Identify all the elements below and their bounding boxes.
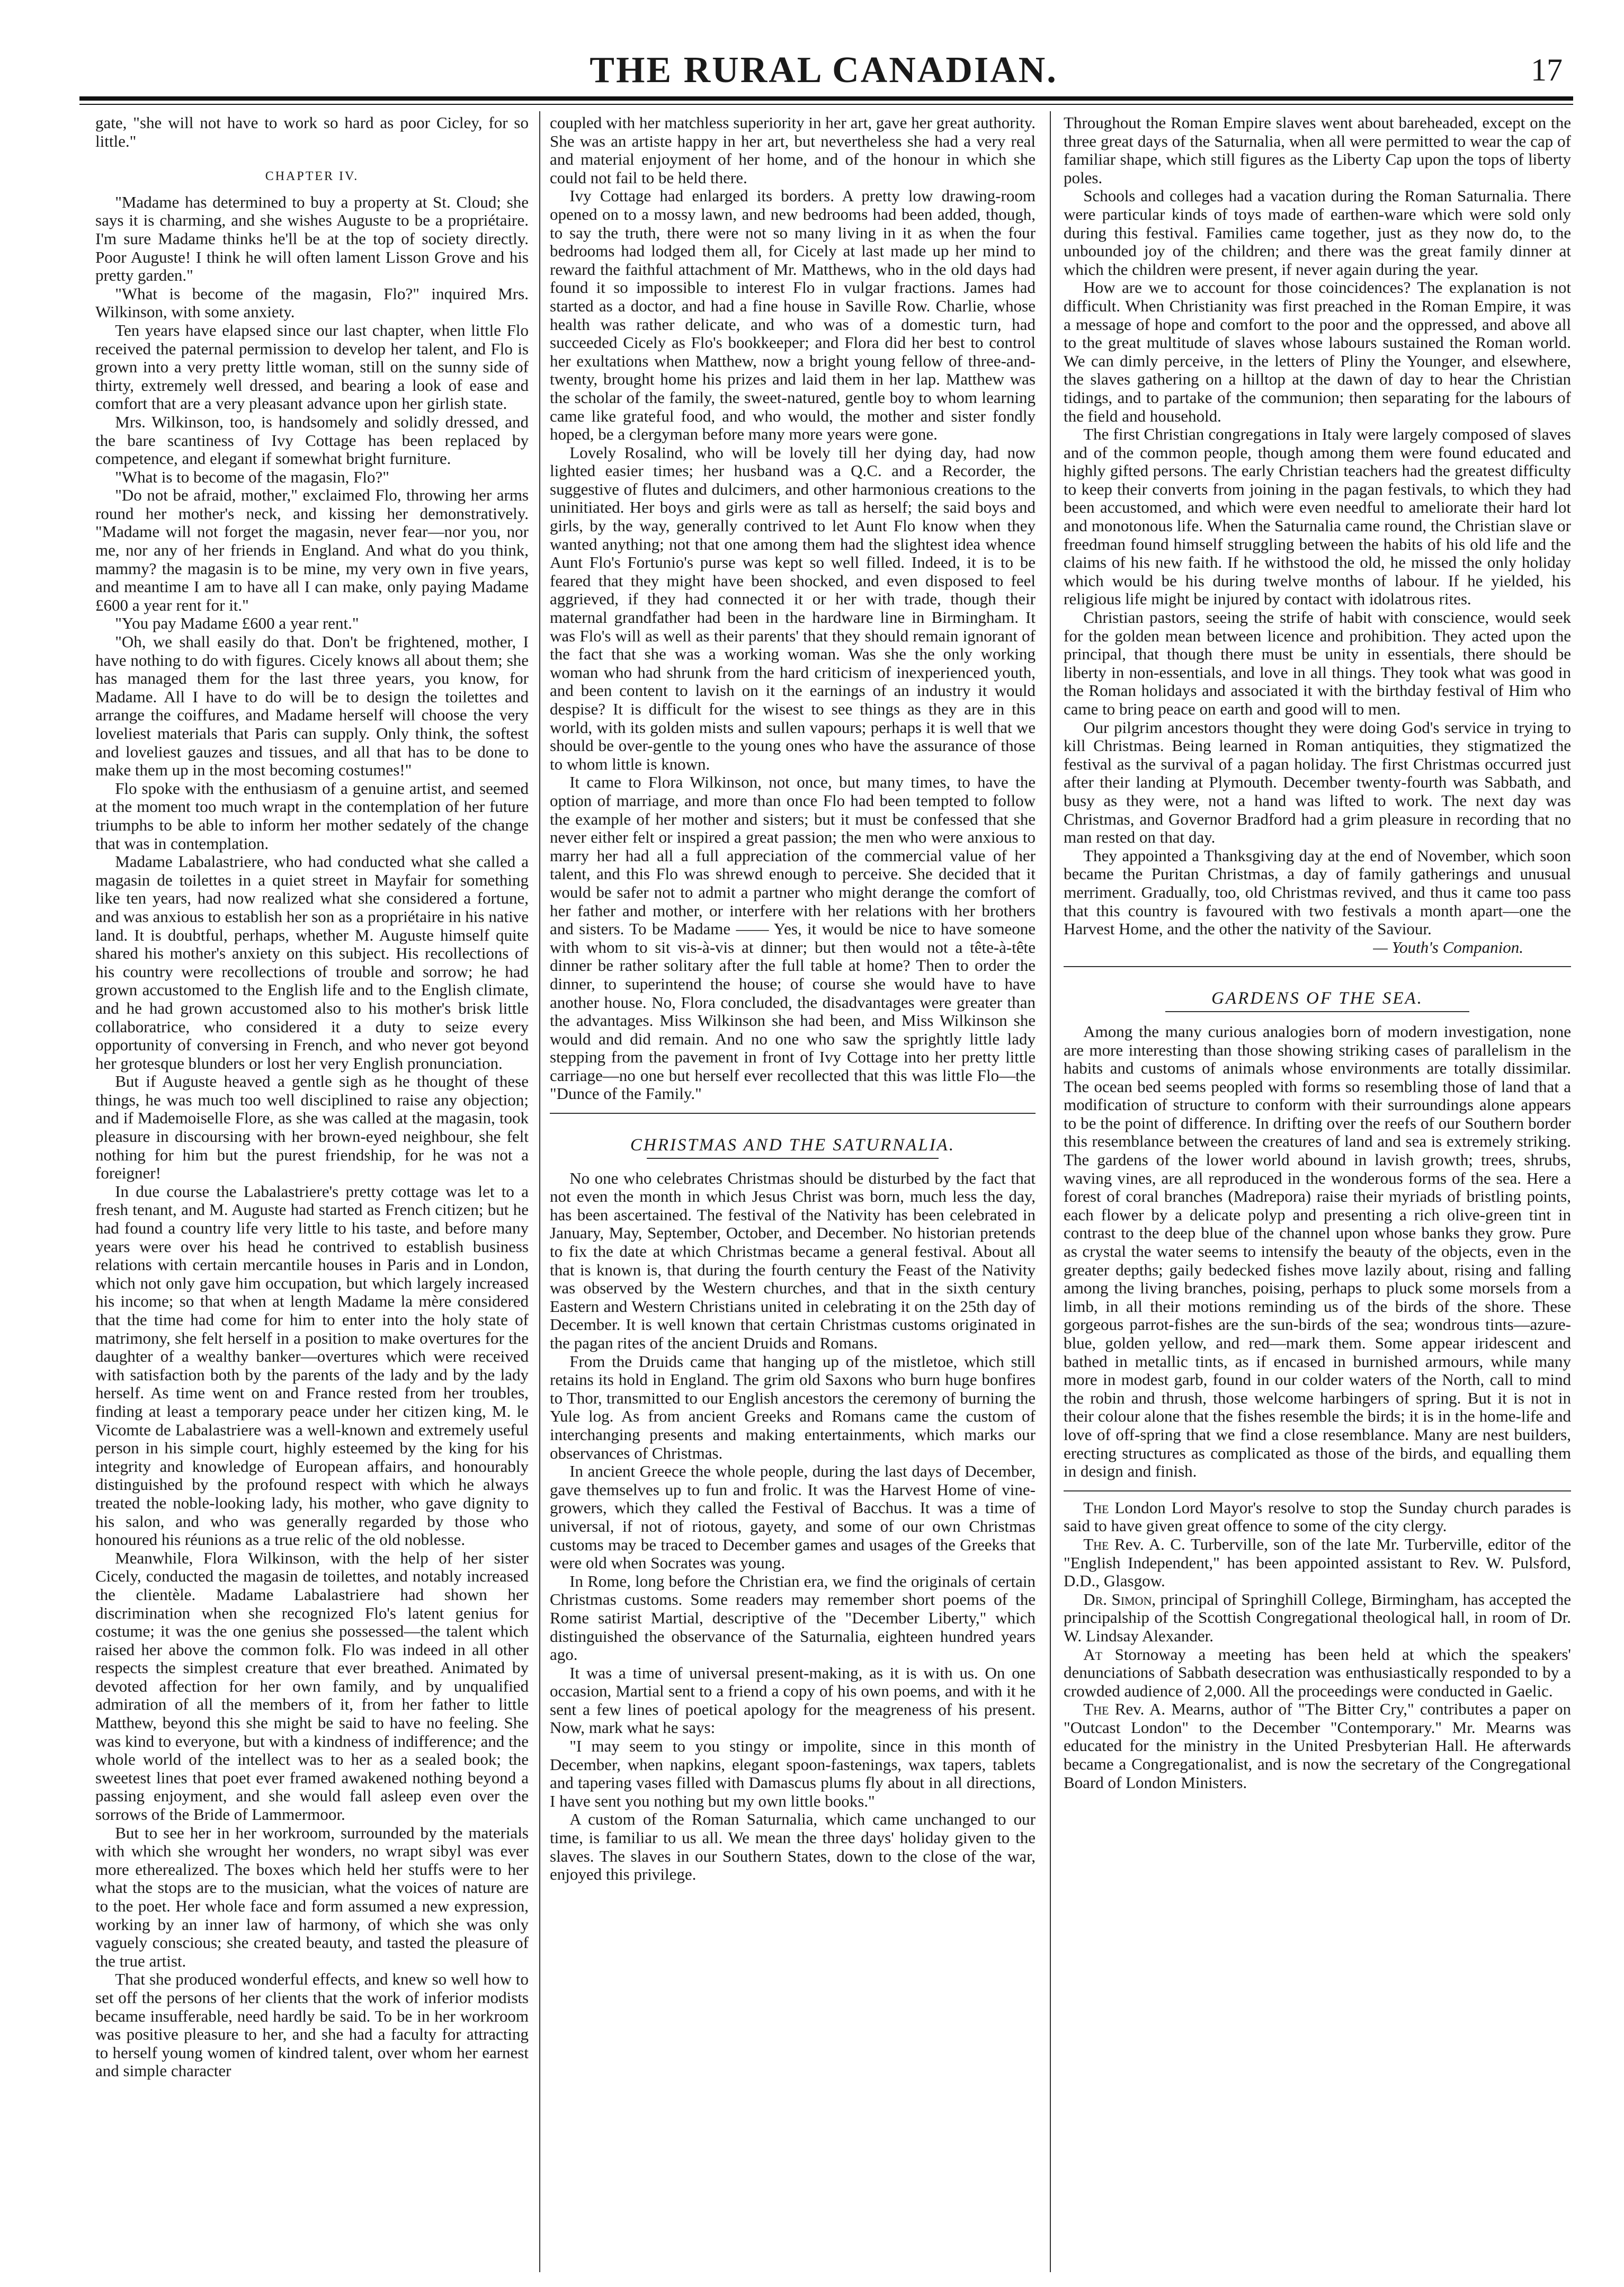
- paragraph: "Do not be afraid, mother," exclaimed Flo, throwing her arms round her mother's neck, and kissing her demonstratively. "Madame will not forget the magasin, never fear—nor you, nor me, nor any of her friends in England. And what do you think, mammy? the magasin is to be mine, my very own in five years, and meantime I am to have all I can make, only paying Madame £600 a year rent for it.": [95, 486, 529, 614]
- note-text: Rev. A. C. Turberville, son of the late Mr. Turberville, editor of the "English Independent," has been appointed assistant to Rev. W. Pulsford, D.D., Glasgow.: [1064, 1534, 1571, 1591]
- paragraph: Schools and colleges had a vacation during the Roman Saturnalia. There were particular kinds of toys made of earthen-ware which were sold only during this festival. Families came together, just as they now do, to the unbounded joy of the children; and there was the great family dinner at which the children were present, if never again during the year.: [1064, 186, 1571, 279]
- section-heading-christmas: [550, 1123, 1036, 1159]
- section-rule: [550, 1113, 1036, 1114]
- paragraph: gate, "she will not have to work so hard as poor Cicley, for so little.": [95, 114, 529, 150]
- paragraph: Flo spoke with the enthusiasm of a genuine artist, and seemed at the moment too much wrapt in the contemplation of her future triumphs to be able to inform her mother sedately of the change that was in contemplation.: [95, 779, 529, 853]
- note-lead: At: [1083, 1645, 1103, 1664]
- news-note: [1064, 1535, 1571, 1591]
- heading-underline: [647, 1158, 938, 1159]
- paragraph: In Rome, long before the Christian era, we find the originals of certain Christmas customs. Some readers may remember short poems of the Rome satirist Martial, descriptive of the "December Liberty," which distinguished the observance of the Saturnalia, eighteen hundred years ago.: [550, 1571, 1036, 1664]
- paragraph: The first Christian congregations in Italy were largely composed of slaves and of the common people, though among them were found educated and highly gifted persons. The early Christian teachers had the greatest difficulty to keep their converts from joining in the pagan festivals, to which they had been accustomed, and which were even needful to ameliorate their hard lot and monotonous life. When the Saturnalia came round, the Christian slave or freedman found himself struggling between the habits of his old life and the claims of his new faith. If he withstood the old, he missed the only holiday which would be his during twelve months of labour. If he yielded, his religious life might be injured by contact with idolatrous rites.: [1064, 425, 1571, 609]
- header-rule-thick: [79, 96, 1573, 101]
- paragraph: Madame Labalastriere, who had conducted what she called a magasin de toilettes in a quiet street in Mayfair for something like ten years, had now realized what she considered a fortune, and was anxious to establish her son as a propriétaire in his native land. It is doubtful, perhaps, whether M. Auguste himself quite shared his mother's anxiety on this subject. His recollections of his country were recollections of trouble and sorrow; he had grown accustomed to the English life and to the English climate, and he had grown accustomed also to his mother's brisk little collaboratrice, who considered it a duty to seize every opportunity of conversing in French, and who never got beyond her grotesque blunders or lost her very English pronunciation.: [95, 852, 529, 1073]
- paragraph: Meanwhile, Flora Wilkinson, with the help of her sister Cicely, conducted the magasin de toilettes, and notably increased the clientèle. Madame Labalastriere had shown her discrimination when she recognized Flo's latent genius for costume; it was the one genius she possessed—the talent which raised her above the common folk. Flo was indeed in all other respects the simplest creature that ever breathed. Animated by devoted affection for her own family, and by unqualified admiration of all the members of it, from her father to little Matthew, beyond this she might be said to have no feeling. She was kind to everyone, but with a kindness of indifference; and the whole world of the intellect was to her as a sealed book; the sweetest lines that poet ever framed awakened nothing beyond a passing enjoyment, and she would fall asleep even over the sorrows of the Bride of Lammermoor.: [95, 1548, 529, 1824]
- quotation: "I may seem to you stingy or impolite, since in this month of December, when napkins, elegant spoon-fastenings, wax tapers, tablets and tapering vases filled with Damascus plums fly about in all directions, I have sent you nothing but my own little books.": [550, 1737, 1036, 1810]
- note-lead: The: [1083, 1534, 1109, 1553]
- heading-underline: [1165, 1011, 1470, 1012]
- source-credit: — Youth's Companion.: [1373, 937, 1523, 957]
- page-number: 17: [1531, 52, 1563, 87]
- note-lead: The: [1083, 1700, 1109, 1719]
- section-heading-gardens: [1064, 977, 1571, 1012]
- paragraph: But if Auguste heaved a gentle sigh as he thought of these things, he was much too well disciplined to raise any objection; and if Mademoiselle Flore, as she was called at the magasin, took pleasure in discoursing with her brown-eyed neighbour, she felt nothing for him but the purest friendship, for he was not a foreigner!: [95, 1072, 529, 1183]
- paragraph: A custom of the Roman Saturnalia, which came unchanged to our time, is familiar to us all. We mean the three days' holiday given to the slaves. The slaves in our Southern States, down to the close of the war, enjoyed this privilege.: [550, 1810, 1036, 1884]
- column-1: [95, 114, 529, 2270]
- paragraph: "Oh, we shall easily do that. Don't be frightened, mother, I have nothing to do with figures. Cicely knows all about them; she has managed them for the last three years, you know, for Madame. All I have to do will be to design the toilettes and arrange the coiffures, and Madame herself will choose the very loveliest materials that Paris can supply. Only think, the softest and loveliest gauzes and tissues, and all that has to be done to make them up in the most becoming costumes!": [95, 632, 529, 780]
- paragraph: Lovely Rosalind, who will be lovely till her dying day, had now lighted easier times; her husband was a Q.C. and a Recorder, the suggestive of flutes and dulcimers, and other harmonious creations to the uninitiated. Her boys and girls were as tall as herself; the said boys and girls, by the way, generally contrived to let Aunt Flo know when they wanted anything; not that one among them had the slightest idea whence Aunt Flo's Fortunio's purse was kept so well filled. Indeed, it is to be feared that they might have been shocked, and even disposed to feel aggrieved, if they had connected it or her with trade, though their maternal grandfather had been in the hardware line in Birmingham. It was Flo's will as well as their parents' that they should remain ignorant of the fact that she was a working woman. Was she the only working woman who had shrunk from the hard criticism of inexperienced youth, and been content to lavish on it the earnings of an industry it would despise? It is difficult for the wisest to see things as they are in this world, with its golden mists and sullen vapours; perhaps it is well that we should be over-gentle to the young ones who have the assurance of those to whom little is known.: [550, 443, 1036, 773]
- paragraph: No one who celebrates Christmas should be disturbed by the fact that not even the month in which Jesus Christ was born, much less the day, has been ascertained. The festival of the Nativity has been celebrated in January, May, September, October, and December. No historian pretends to fix the date at which Christmas became a general festival. About all that is known is, that during the fourth century the Feast of the Nativity was observed by the Western churches, and that in the sixth century Eastern and Western Christians united in celebrating it on the 25th day of December. It is well known that certain Christmas customs originated in the pagan rites of the ancient Druids and Romans.: [550, 1168, 1036, 1352]
- paragraph: That she produced wonderful effects, and knew so well how to set off the persons of her clients that the work of inferior modists became insufferable, need hardly be said. To be in her workroom was positive pleasure to her, and she had a faculty for attracting to herself young women of kindred talent, over whom her earnest and simple character: [95, 1970, 529, 2080]
- header-rule-thin: [79, 104, 1573, 105]
- journal-title: THE RURAL CANADIAN.: [590, 50, 1058, 91]
- column-3: [1064, 114, 1571, 2270]
- note-lead: Dr. Simon,: [1083, 1589, 1156, 1609]
- paragraph: From the Druids came that hanging up of the mistletoe, which still retains its hold in England. The grim old Saxons who burn huge bonfires to Thor, transmitted to our English ancestors the ceremony of burning the Yule log. As from ancient Greeks and Romans came the custom of interchanging presents and making entertainments, which marks our observances of Christmas.: [550, 1352, 1036, 1462]
- paragraph: "You pay Madame £600 a year rent.": [115, 614, 359, 633]
- news-note: [1064, 1591, 1571, 1646]
- section-rule: [1064, 966, 1571, 967]
- paragraph: But to see her in her workroom, surrounded by the materials with which she wrought her wonders, no wrapt sibyl was ever more etherealized. The boxes which held her stuffs were to her what the stops are to the musician, what the voices of nature are to the poet. Her whole face and form assumed a new expression, working by an inner law of harmony, of which she was only vaguely conscious; she created beauty, and tasted the pleasure of the true artist.: [95, 1823, 529, 1970]
- paragraph: In due course the Labalastriere's pretty cottage was let to a fresh tenant, and M. Auguste had started as French citizen; but he had found a country life very little to his taste, and before many years were over his head he contrived to establish business relations with certain mercantile houses in Paris and in London, which not only gave him occupation, but which largely increased his income; so that when at length Madame la mère considered that the time had come for him to enter into the holy state of matrimony, she felt herself in a position to make overtures for the daughter of a wealthy banker—overtures which were received with satisfaction both by the parents of the lady and by the lady herself. As time went on and France rested from her troubles, finding at least a temporary peace under her citizen king, M. le Vicomte de Labalastriere was a well-known and extremely useful person in his simple court, highly esteemed by the king for his integrity and knowledge of European affairs, and honourably distinguished by the profound respect with which he always treated the noble-looking lady, his mother, who gave dignity to his salon, and who was generally regarded by those who honoured his réunions as a true relic of the old noblesse.: [95, 1182, 529, 1549]
- heading-text: CHRISTMAS AND THE SATURNALIA.: [630, 1136, 956, 1155]
- note-text: principal of Springhill College, Birmingham, has accepted the principalship of the Scottish Congregational theological hall, in room of Dr. W. Lindsay Alexander.: [1064, 1589, 1571, 1645]
- paragraph: In ancient Greece the whole people, during the last days of December, gave themselves up to fun and frolic. It was the Harvest Home of vine-growers, which they called the Festival of Bacchus. It was a time of universal, if not of riotous, gayety, and some of our own Christmas customs may be traced to December games and usages of the Greeks that were old when Socrates was young.: [550, 1462, 1036, 1573]
- note-text: Stornoway a meeting has been held at which the speakers' denunciations of Sabbath desecration was enthusiastically responded to by a crowded audience of 2,000. All the proceedings were conducted in Gaelic.: [1064, 1645, 1571, 1700]
- news-note: [1064, 1646, 1571, 1701]
- column-2: [550, 114, 1036, 2270]
- paragraph: Christian pastors, seeing the strife of habit with conscience, would seek for the golden mean between licence and prohibition. They acted upon the principal, that though there must be unity in essentials, there should be liberty in non-essentials, and love in all things. They took what was good in the Roman holidays and associated it with the birthday festival of Him who came to bring peace on earth and good will to men.: [1064, 608, 1571, 718]
- note-text: London Lord Mayor's resolve to stop the Sunday church parades is said to have given great offence to some of the city clergy.: [1064, 1498, 1571, 1535]
- paragraph: coupled with her matchless superiority in her art, gave her great authority. She was an artiste happy in her art, but nevertheless she had a very real and material enjoyment of her home, and of the honour in which she could not fail to be held there.: [550, 114, 1036, 187]
- heading-text: GARDENS OF THE SEA.: [1211, 989, 1423, 1008]
- news-note: [1064, 1499, 1571, 1535]
- paragraph: They appointed a Thanksgiving day at the end of November, which soon became the Puritan Christmas, a day of family gatherings and unusual merriment. Gradually, too, old Christmas revived, and thus it came too pass that this country is favoured with two festivals a month apart—one the Harvest Home, and the other the nativity of the Saviour.: [1064, 846, 1571, 939]
- paragraph: Among the many curious analogies born of modern investigation, none are more interesting than those showing striking cases of parallelism in the habits and customs of animals whose environments are totally dissimilar. The ocean bed seems peopled with forms so resembling those of land that a modification of structure to conform with their surroundings alone appears to be the point of difference. In drifting over the reefs of our Southern border this resemblance between the creatures of land and sea is extremely striking. The gardens of the lower world abound in lavish growth; trees, shrubs, waving vines, are all reproduced in the wonderous forms of the sea. Here a forest of coral branches (Madrepora) raise their myriads of bristling points, each flower by a delicate polyp and presenting a rich olive-green tint in contrast to the deep blue of the channel upon whose banks they grow. Pure as crystal the water seems to intensify the beauty of the objects, even in the greater depths; gaily bedecked fishes move lazily about, rising and falling among the living branches, poising, perhaps to pluck some morsels from a limb, in all their motions reminding us of the birds of the shore. These gorgeous parrot-fishes are the sun-birds of the sea; wondrous tints—azure-blue, golden yellow, and red—mark them. Some appear iridescent and bathed in metallic tints, as if encased in burnished armours, while many more in modest garb, found in our colder waters of the North, call to mind the robin and thrush, those welcome harbingers of spring. But it is not in their colour alone that the fishes resemble the birds; it is in the home-life and love of off-spring that we find a close resemblance. Many are nest builders, erecting structures as complicated as those of the birds, and equalling them in design and finish.: [1064, 1022, 1571, 1481]
- paragraph: Ten years have elapsed since our last chapter, when little Flo received the paternal permission to develop her talent, and Flo is grown into a very pretty little woman, still on the sunny side of thirty, extremely well dressed, and bearing a look of ease and comfort that are a very pleasant advance upon her girlish state.: [95, 320, 529, 413]
- page-header: [79, 50, 1568, 90]
- paragraph: "What is become of the magasin, Flo?" inquired Mrs. Wilkinson, with some anxiety.: [95, 284, 529, 321]
- paragraph: Ivy Cottage had enlarged its borders. A pretty low drawing-room opened on to a mossy lawn, and new bedrooms had been added, though, to say the truth, there were not so many living in it as when the four bedrooms had lodged them all, for Cicely at last made up her mind to reward the faithful attachment of Mr. Matthews, who in the old days had found it so impossible to interest Flo in vulgar fractions. James had started as a doctor, and had a fine house in Saville Row. Charlie, whose health was rather delicate, and who was of a domestic turn, had succeeded Cicely as Flo's bookkeeper; and Flora did her best to control her exultations when Matthew, now a bright young fellow of three-and-twenty, brought home his prizes and laid them in her lap. Matthew was the scholar of the family, the sweet-natured, gentle boy to whom learning came like grateful food, and who would, the mother and sister fondly hoped, be a clergyman before many more years were gone.: [550, 186, 1036, 444]
- paragraph: It came to Flora Wilkinson, not once, but many times, to have the option of marriage, and more than once Flo had been tempted to follow the example of her mother and sisters; but it must be confessed that she never either felt or inspired a great passion; the men who were anxious to marry her had all a full appreciation of the commercial value of her talent, and this Flo was shrewd enough to perceive. She decided that it would be safer not to admit a partner who might derange the comfort of her father and mother, or interfere with her relations with her brothers and sisters. To be Madame —— Yes, it would be nice to have someone with whom to sit vis-à-vis at dinner; but then would not a tête-à-tête dinner be rather solitary after the full table at home? Then to order the dinner, to superintend the house; of course she would have to have another house. No, Flora concluded, the disadvantages were greater than the advantages. Miss Wilkinson she had been, and Miss Wilkinson she would and did remain. And no one who saw the sprightly little lady stepping from the pavement in front of Ivy Cottage into her pretty little carriage—no one but herself ever recollected that this was little Flo—the "Dunce of the Family.": [550, 773, 1036, 1103]
- paragraph: Throughout the Roman Empire slaves went about bareheaded, except on the three great days of the Saturnalia, when all were permitted to wear the cap of familiar shape, which still figures as the Liberty Cap upon the tops of liberty poles.: [1064, 114, 1571, 187]
- paragraph: Mrs. Wilkinson, too, is handsomely and solidly dressed, and the bare scantiness of Ivy Cottage has been replaced by competence, and elegant if somewhat bright furniture.: [95, 412, 529, 468]
- note-text: Rev. A. Mearns, author of "The Bitter Cry," contributes a paper on "Outcast London" to the December "Contemporary." Mr. Mearns was educated for the ministry in the United Presbyterian Hall. He afterwards became a Congregationalist, and is now the secretary of the Congregational Board of London Ministers.: [1064, 1700, 1571, 1792]
- paragraph: "Madame has determined to buy a property at St. Cloud; she says it is charming, and she wishes Auguste to be a propriétaire. I'm sure Madame thinks he'll be at the top of society directly. Poor Auguste! I think he will often lament Lisson Grove and his pretty garden.": [95, 192, 529, 285]
- note-lead: The: [1083, 1498, 1109, 1517]
- paragraph: Our pilgrim ancestors thought they were doing God's service in trying to kill Christmas. Being learned in Roman antiquities, they stigmatized the festival as the survival of a pagan holiday. The first Christmas occurred just after their landing at Plymouth. December twenty-fourth was Sabbath, and busy as they were, not a hand was lifted to work. The next day was Christmas, and Governor Bradford had a grim pleasure in recording that no man rested on that day.: [1064, 718, 1571, 847]
- column-divider: [1050, 111, 1051, 2272]
- column-divider: [539, 111, 540, 2272]
- paragraph: "What is to become of the magasin, Flo?": [115, 467, 389, 486]
- paragraph: How are we to account for those coincidences? The explanation is not difficult. When Christianity was first preached in the Roman Empire, it was a message of hope and comfort to the poor and the oppressed, and above all to the great multitude of slaves whose labours sustained the Roman world. We can dimly perceive, in the letters of Pliny the Younger, and elsewhere, the slaves gathering on a hilltop at the dawn of day to hear the Christian tidings, and to partake of the communion; then separating for the labours of the field and household.: [1064, 278, 1571, 425]
- chapter-heading: CHAPTER IV.: [265, 169, 359, 184]
- paragraph: It was a time of universal present-making, as it is with us. On one occasion, Martial sent to a friend a copy of his own poems, and with it he sent a few lines of poetical apology for the meagreness of his present. Now, mark what he says:: [550, 1663, 1036, 1737]
- news-note: [1064, 1700, 1571, 1792]
